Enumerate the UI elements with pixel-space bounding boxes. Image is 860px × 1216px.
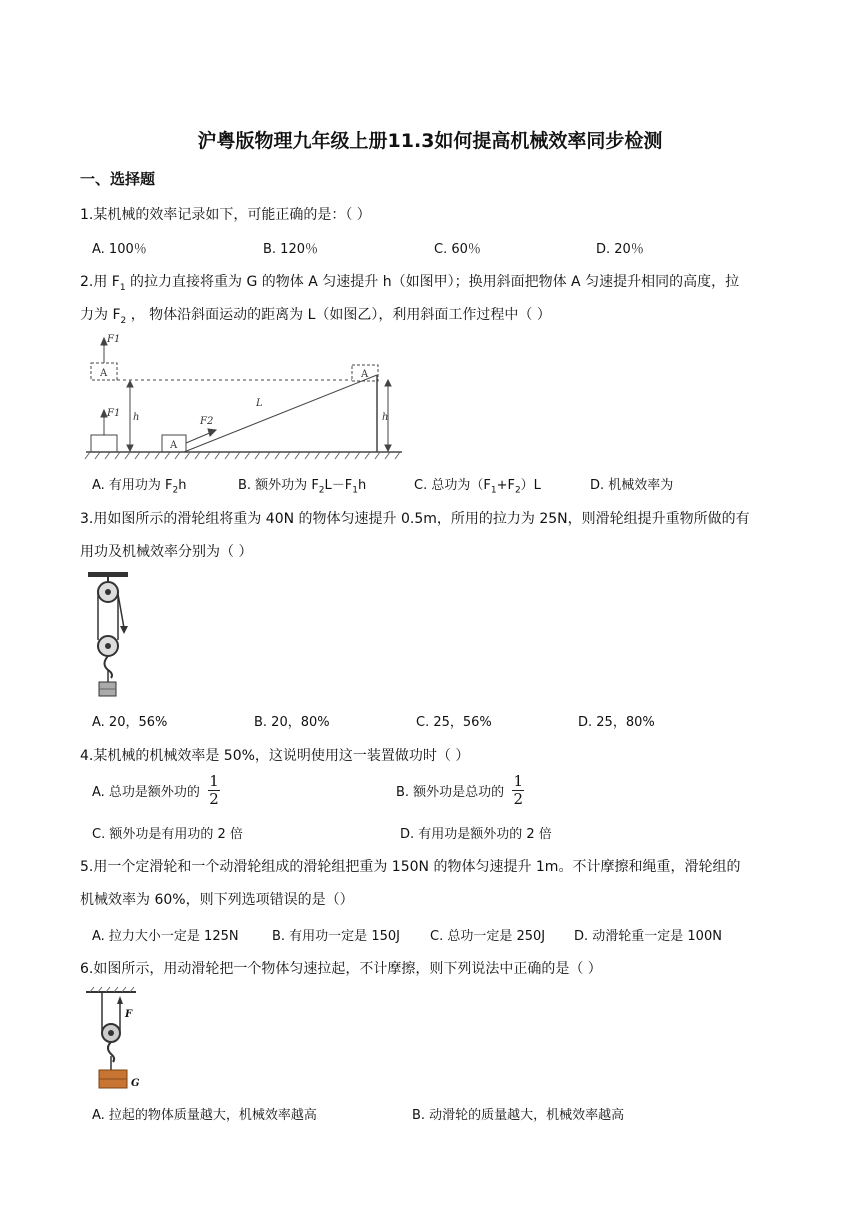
q1-option-c: C. 60％ <box>434 242 481 257</box>
q3-option-c: C. 25，56% <box>416 715 492 730</box>
incline-figure <box>84 330 404 462</box>
q2-option-d: D. 机械效率为 <box>590 478 674 493</box>
q5-option-a: A. 拉力大小一定是 125N <box>92 929 239 944</box>
q1-option-b: B. 120％ <box>263 242 318 257</box>
q2-option-a: A. 有用功为 $F_2h$ <box>92 478 187 496</box>
q4-option-b: B. 额外功是总功的 $\frac{1}{2}$ <box>396 772 524 808</box>
figure-label-l: L <box>256 398 263 409</box>
fraction-one-half: $\frac{1}{2}$ <box>209 772 219 808</box>
q5-option-b: B. 有用功一定是 150J <box>272 929 400 944</box>
figure-label-h-left: h <box>133 412 140 423</box>
question-4-stem: 4.某机械的机械效率是 50%，这说明使用这一装置做功时（ ） <box>80 748 470 764</box>
q3-option-d: D. 25，80% <box>578 715 655 730</box>
q6-option-a: A. 拉起的物体质量越大，机械效率越高 <box>92 1108 317 1123</box>
question-6-stem: 6.如图所示，用动滑轮把一个物体匀速拉起，不计摩擦，则下列说法中正确的是（ ） <box>80 961 602 977</box>
section-heading: 一、选择题 <box>80 170 156 188</box>
question-3-line-2: 用功及机械效率分别为（ ） <box>80 544 253 560</box>
question-2-line-1: 2.用 $F_1$ 的拉力直接将重为 G 的物体 A 匀速提升 h（如图甲）；换用斜面把物体 A 匀速提升相同的高度，拉 <box>80 274 740 293</box>
q5-option-c: C. 总功一定是 250J <box>430 929 546 944</box>
figure-label-a-top: A <box>361 369 369 380</box>
q5-option-d: D. 动滑轮重一定是 100N <box>574 929 722 944</box>
pulley-block-figure <box>84 570 134 702</box>
q1-option-d: D. 20％ <box>596 242 644 257</box>
q4-option-c: C. 额外功是有用功的 2 倍 <box>92 827 243 842</box>
q2-option-b: B. 额外功为 $F_2L-F_1h$ <box>238 478 367 496</box>
figure-label-a-lifted: A <box>100 368 108 379</box>
question-2-line-2: 力为 $F_2$ ， 物体沿斜面运动的距离为 L（如图乙），利用斜面工作过程中（ ） <box>80 307 551 326</box>
q3-option-a: A. 20，56% <box>92 715 168 730</box>
figure-label-f1: F1 <box>107 408 121 419</box>
weight-label-g: G <box>131 1078 140 1089</box>
figure-label-h-right: h <box>382 412 389 423</box>
q6-option-b: B. 动滑轮的质量越大，机械效率越高 <box>412 1108 625 1123</box>
q2-option-c: C. 总功为$(F_1+F_2)L$ <box>414 478 541 496</box>
question-5-line-2: 机械效率为 60%，则下列选项错误的是（） <box>80 892 354 908</box>
q4-option-a: A. 总功是额外功的 $\frac{1}{2}$ <box>92 772 219 808</box>
q1-option-a: A. 100％ <box>92 242 147 257</box>
fraction-one-half: $\frac{1}{2}$ <box>513 772 524 808</box>
force-label-f: F <box>125 1009 133 1020</box>
movable-pulley-figure <box>84 986 150 1092</box>
q3-option-b: B. 20，80% <box>254 715 330 730</box>
figure-label-f1-top: F1 <box>107 334 121 345</box>
question-5-line-1: 5.用一个定滑轮和一个动滑轮组成的滑轮组把重为 150N 的物体匀速提升 1m。不计摩擦和绳重，滑轮组的 <box>80 859 741 875</box>
q4-option-d: D. 有用功是额外功的 2 倍 <box>400 827 552 842</box>
question-3-line-1: 3.用如图所示的滑轮组将重为 40N 的物体匀速提升 0.5m，所用的拉力为 25N，则滑轮组提升重物所做的有 <box>80 511 750 527</box>
figure-label-a-incline: A <box>170 440 178 451</box>
figure-label-f2: F2 <box>200 416 214 427</box>
question-1-stem: 1.某机械的效率记录如下，可能正确的是：（ ） <box>80 207 371 223</box>
page-title: 沪粤版物理九年级上册11.3如何提高机械效率同步检测 <box>197 130 663 152</box>
